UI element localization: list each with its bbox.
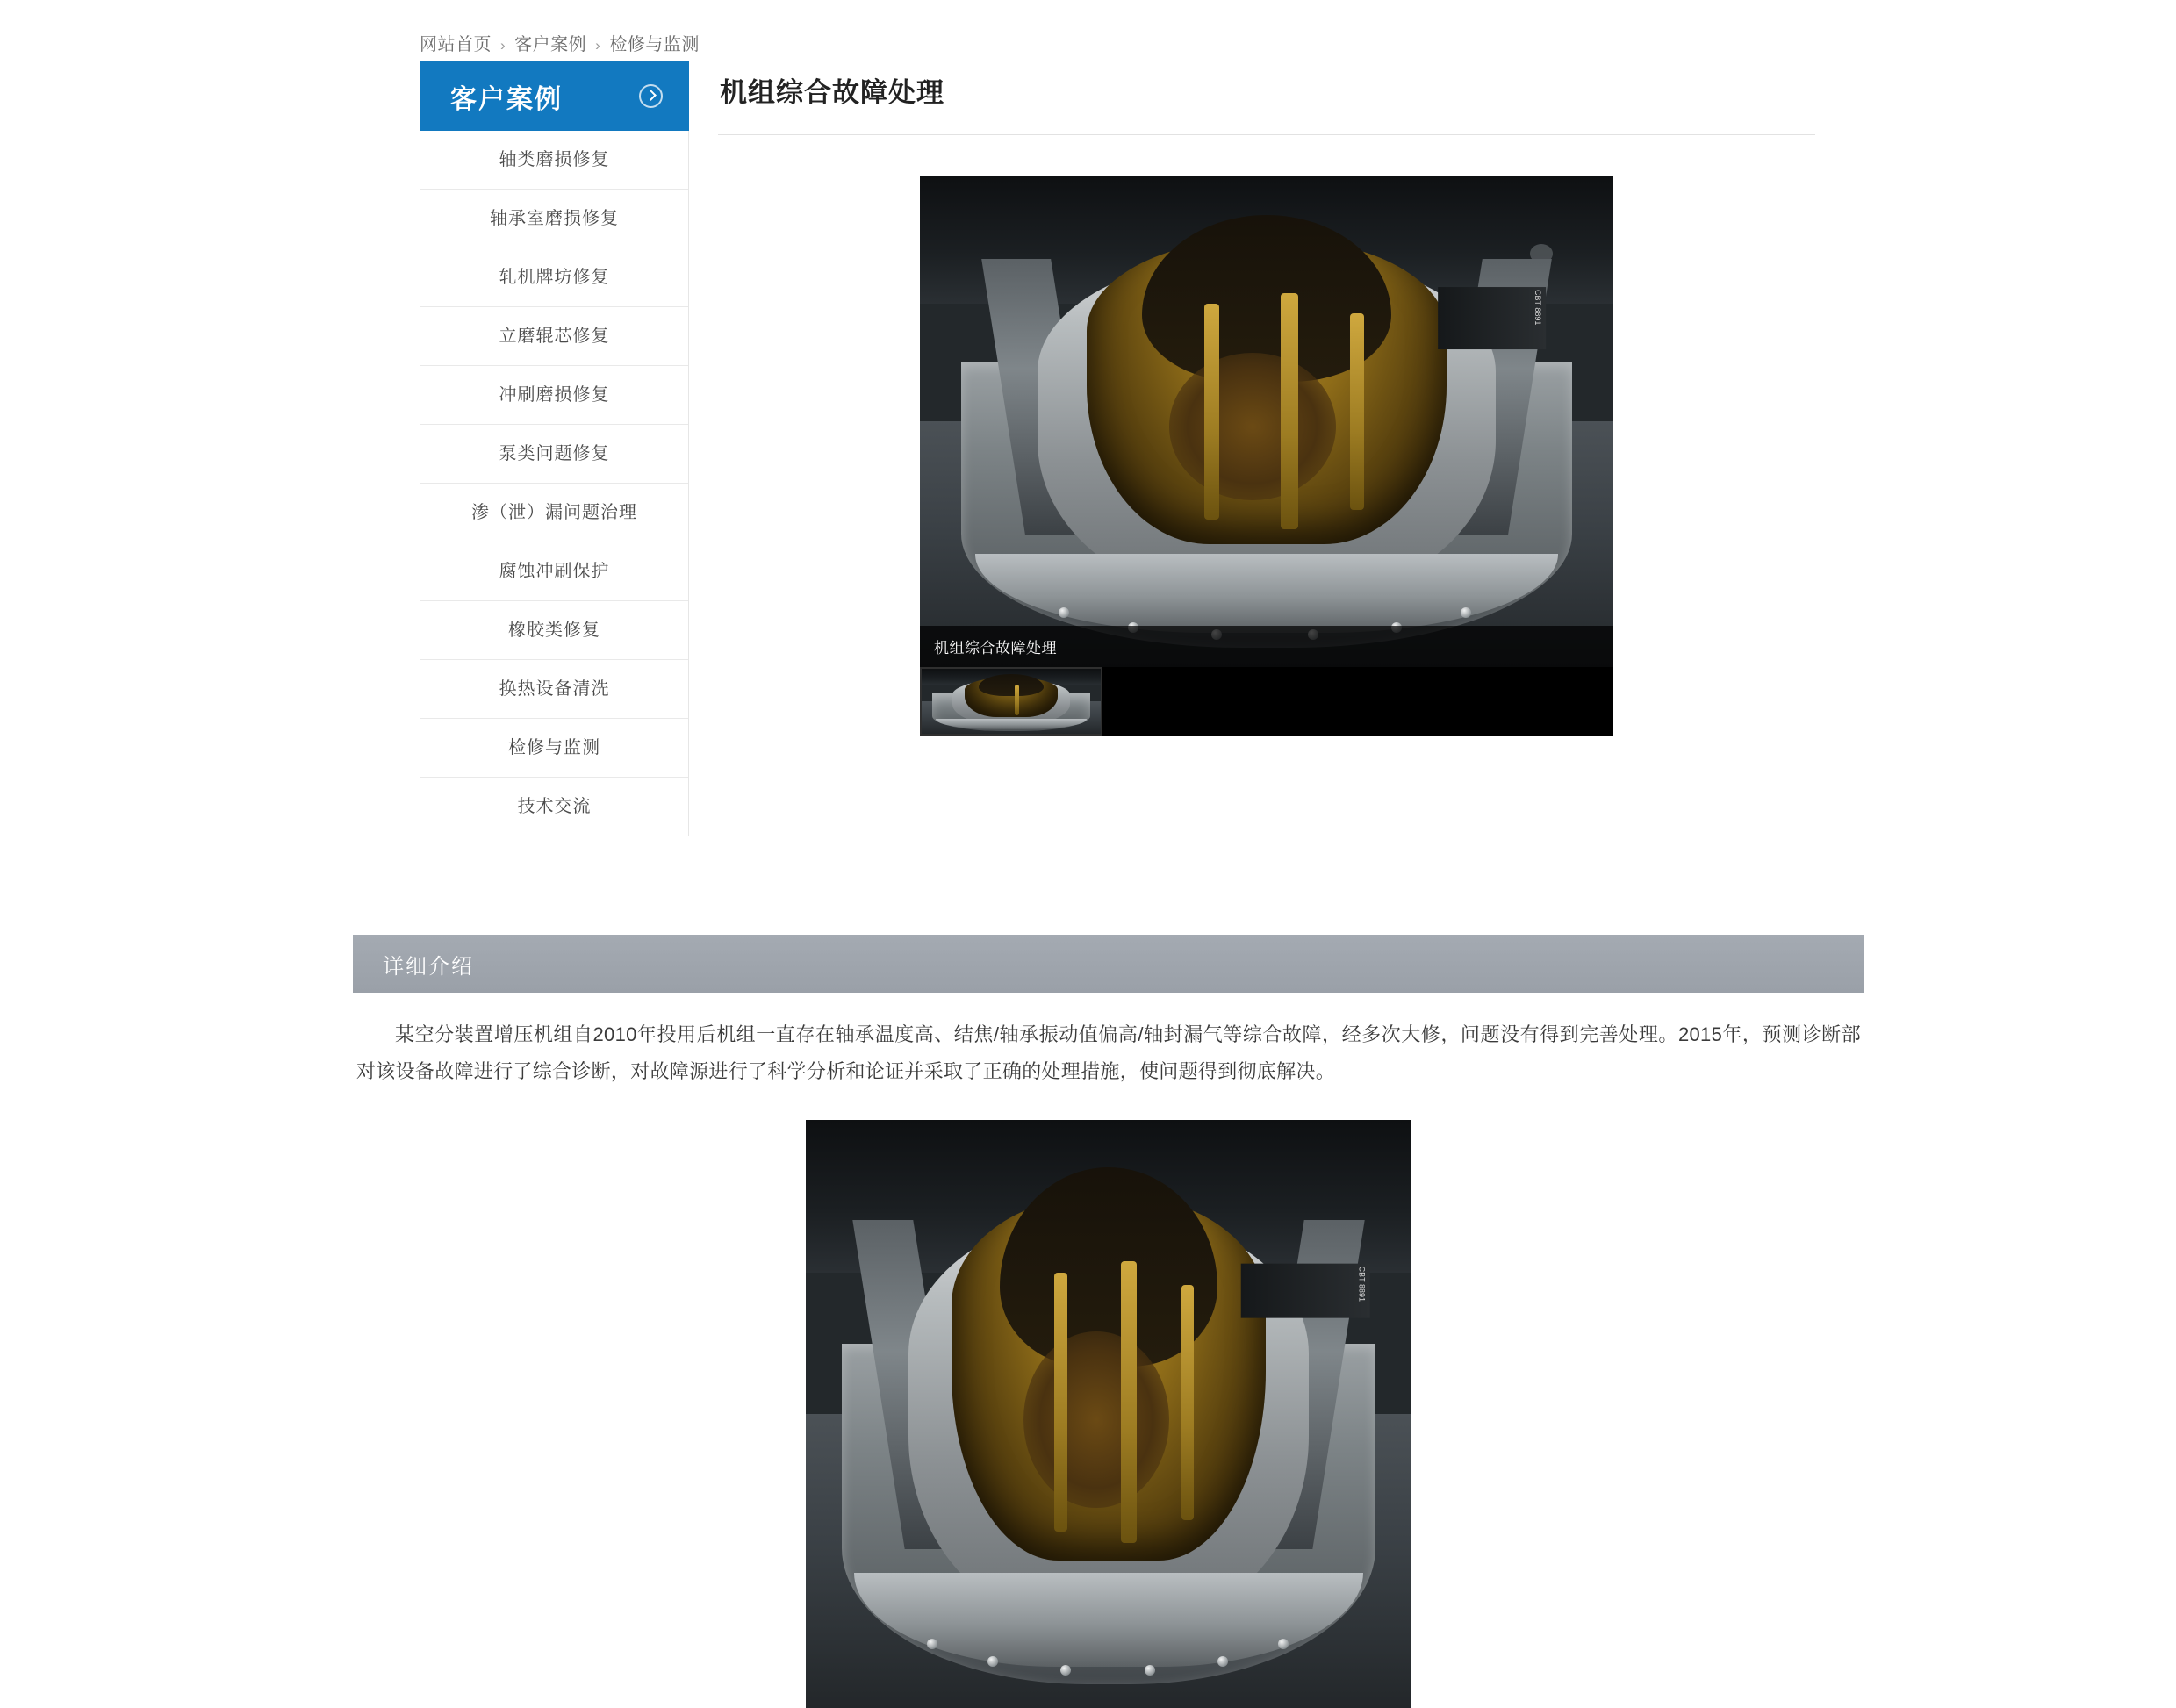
sidebar-item-technical-exchange[interactable]: 技术交流 [420, 778, 688, 836]
sidebar-item-inspection-monitoring[interactable]: 检修与监测 [420, 719, 688, 778]
gallery-caption: 机组综合故障处理 [920, 626, 1613, 667]
sidebar-title: 客户案例 [450, 84, 563, 114]
gallery-thumbnail-1[interactable] [920, 667, 1102, 736]
sidebar-item-erosion-wear-repair[interactable]: 冲刷磨损修复 [420, 366, 688, 425]
sidebar-item-shaft-wear-repair[interactable]: 轴类磨损修复 [420, 131, 688, 190]
page-title: 机组综合故障处理 [718, 61, 1815, 135]
detail-body [353, 993, 1864, 1090]
detail-section-header [353, 935, 1864, 993]
detail-figure [806, 1120, 1411, 1708]
gallery-thumbnail-strip [920, 667, 1613, 736]
sidebar [420, 61, 689, 836]
sidebar-item-leakage-treatment[interactable]: 渗（泄）漏问题治理 [420, 484, 688, 542]
breadcrumb-separator-1: › [500, 37, 506, 54]
main-column [718, 61, 1815, 736]
detail-section [353, 935, 1864, 1708]
arrow-right-circle-icon[interactable] [639, 84, 663, 108]
sidebar-item-pump-repair[interactable]: 泵类问题修复 [420, 425, 688, 484]
bearing-photo-large [920, 176, 1613, 667]
sidebar-item-mill-stand-repair[interactable]: 轧机牌坊修复 [420, 248, 688, 307]
breadcrumb-item-current[interactable]: 检修与监测 [609, 35, 700, 54]
bearing-label-text-detail: CBT 8891 [1241, 1263, 1370, 1317]
sidebar-header[interactable] [420, 61, 689, 131]
breadcrumb-item-home[interactable]: 网站首页 [420, 35, 492, 54]
bearing-label-text: CBT 8891 [1438, 287, 1546, 349]
detail-section-title: 详细介绍 [383, 954, 474, 979]
gallery-main-image[interactable] [920, 176, 1613, 667]
breadcrumb-separator-2: › [595, 37, 601, 54]
bearing-photo-thumb [922, 669, 1101, 734]
bearing-photo-detail [806, 1120, 1411, 1708]
sidebar-item-vertical-mill-roller-repair[interactable]: 立磨辊芯修复 [420, 307, 688, 366]
sidebar-item-rubber-repair[interactable]: 橡胶类修复 [420, 601, 688, 660]
breadcrumb-item-cases[interactable]: 客户案例 [514, 35, 587, 54]
detail-paragraph: 某空分装置增压机组自2010年投用后机组一直存在轴承温度高、结焦/轴承振动值偏高/轴封漏气等综合故障，经多次大修，问题没有得到完善处理。2015年，预测诊断部对该设备故障进行了综合诊断，对故障源进行了科学分析和论证并采取了正确的处理措施，使问题得到彻底解决。 [356, 1023, 1861, 1082]
image-gallery [920, 176, 1613, 736]
sidebar-item-bearing-housing-repair[interactable]: 轴承室磨损修复 [420, 190, 688, 248]
sidebar-menu [420, 131, 689, 836]
sidebar-item-heat-exchanger-cleaning[interactable]: 换热设备清洗 [420, 660, 688, 719]
sidebar-item-corrosion-protection[interactable]: 腐蚀冲刷保护 [420, 542, 688, 601]
breadcrumb [420, 30, 700, 55]
